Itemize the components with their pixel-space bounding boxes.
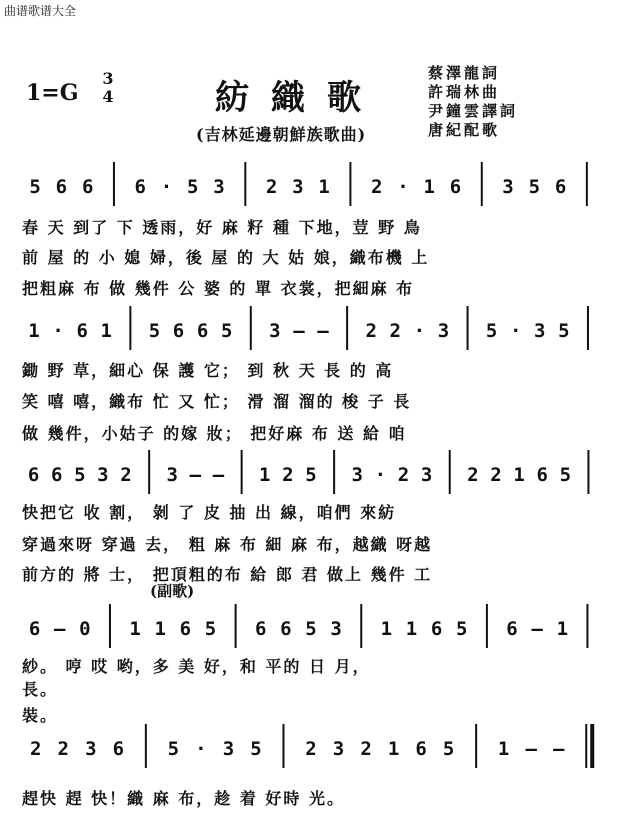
note: 5 bbox=[204, 618, 217, 640]
time-signature bbox=[96, 70, 120, 106]
note: 5 bbox=[187, 176, 199, 198]
note: 3 bbox=[502, 176, 514, 198]
note: 6 bbox=[172, 320, 185, 342]
watermark: 曲谱歌谱大全 bbox=[4, 4, 77, 18]
note: 2 bbox=[120, 464, 132, 486]
note: 5 bbox=[148, 320, 161, 342]
note: 5 bbox=[74, 464, 86, 486]
note: 6 bbox=[76, 320, 88, 342]
note: 5 bbox=[485, 320, 498, 342]
note: 5 bbox=[167, 738, 180, 760]
note: 3 bbox=[269, 320, 281, 342]
lyric-line: 紗。 哼 哎 哟，多 美 好，和 平的 日 月， bbox=[22, 657, 371, 676]
note: 6 bbox=[27, 464, 40, 486]
note: 1 bbox=[100, 320, 112, 342]
dot-mark: · bbox=[374, 464, 387, 486]
note: 2 bbox=[397, 464, 410, 486]
note: 1 bbox=[423, 176, 435, 198]
notation-row bbox=[0, 170, 640, 210]
dash-extension: — bbox=[525, 738, 537, 760]
note: 5 bbox=[559, 464, 572, 486]
note: 3 bbox=[85, 738, 97, 760]
note: 5 bbox=[456, 618, 468, 640]
note: 2 bbox=[365, 320, 377, 342]
note: 5 bbox=[558, 320, 570, 342]
credit-arranger: 唐紀配歌 bbox=[428, 121, 501, 139]
note: 3 bbox=[437, 320, 450, 342]
credit-lyricist: 蔡澤龍詞 bbox=[428, 64, 501, 82]
credit-composer: 許瑞林曲 bbox=[428, 83, 501, 101]
note: 2 bbox=[57, 738, 69, 760]
note: 6 bbox=[415, 738, 427, 760]
note: 2 bbox=[30, 738, 42, 760]
note: 5 bbox=[29, 176, 41, 198]
song-subtitle: (吉林延邊朝鮮族歌曲) bbox=[196, 125, 367, 144]
note: 2 bbox=[265, 176, 278, 198]
dash-extension: — bbox=[53, 618, 66, 640]
notation-row bbox=[0, 458, 640, 498]
note: 3 bbox=[332, 738, 345, 760]
note: 6 bbox=[255, 618, 267, 640]
lyric-line: 做 幾件，小姑子 的嫁 妝； 把好麻 布 送 給 咱 bbox=[22, 424, 407, 443]
note: 6 bbox=[280, 618, 292, 640]
note: 5 bbox=[442, 738, 455, 760]
dash-extension: — bbox=[189, 464, 202, 486]
notation-row bbox=[0, 732, 640, 772]
note: 2 bbox=[490, 464, 502, 486]
note: 6 bbox=[112, 738, 125, 760]
note: 1 bbox=[318, 176, 330, 198]
note: 1 bbox=[497, 738, 510, 760]
lyric-line: 裝。 bbox=[22, 706, 59, 725]
note: 2 bbox=[282, 464, 294, 486]
note: 1 bbox=[380, 618, 393, 640]
note: 5 bbox=[220, 320, 233, 342]
note: 1 bbox=[556, 618, 569, 640]
note: 6 bbox=[50, 464, 63, 486]
note: 6 bbox=[28, 618, 41, 640]
note: 1 bbox=[154, 618, 166, 640]
note: 6 bbox=[196, 320, 209, 342]
lyric-line: 笑 嘻 嘻，織布 忙 又 忙； 滑 溜 溜的 梭 子 長 bbox=[22, 392, 412, 411]
note: 3 bbox=[534, 320, 546, 342]
dot-mark: · bbox=[52, 320, 64, 342]
dot-mark: · bbox=[397, 176, 409, 198]
note: 6 bbox=[81, 176, 94, 198]
note: 6 bbox=[134, 176, 146, 198]
note: 0 bbox=[79, 618, 91, 640]
note: 5 bbox=[528, 176, 541, 198]
note: 3 bbox=[330, 618, 342, 640]
song-title: 紡織歌 bbox=[215, 78, 383, 118]
note: 3 bbox=[420, 464, 433, 486]
note: 3 bbox=[351, 464, 363, 486]
note: 1 bbox=[28, 320, 40, 342]
note: 3 bbox=[222, 738, 235, 760]
lyric-line: 春 天 到了 下 透雨，好 麻 籽 種 下地，荳 野 鳥 bbox=[22, 218, 422, 237]
note: 2 bbox=[370, 176, 383, 198]
notation-row bbox=[0, 314, 640, 354]
lyric-line: 把粗麻 布 做 幾件 公 婆 的 單 衣裳，把細麻 布 bbox=[22, 279, 415, 298]
credit-translator: 尹鐘雲譯詞 bbox=[428, 102, 519, 120]
lyric-line: 鋤 野 草，細心 保 護 它； 到 秋 天 長 的 高 bbox=[22, 361, 394, 380]
note: 1 bbox=[513, 464, 525, 486]
dot-mark: · bbox=[195, 738, 207, 760]
lyric-line: 快把它 收 割， 剝 了 皮 抽 出 線，咱們 來紡 bbox=[22, 503, 397, 522]
note: 3 bbox=[166, 464, 178, 486]
note: 5 bbox=[305, 618, 317, 640]
lyric-line: 穿過來呀 穿過 去， 粗 麻 布 細 麻 布，越織 呀越 bbox=[22, 535, 433, 554]
note: 1 bbox=[259, 464, 271, 486]
notation-row bbox=[0, 612, 640, 652]
note: 2 bbox=[389, 320, 401, 342]
lyric-line: 長。 bbox=[22, 680, 59, 699]
note: 1 bbox=[405, 618, 418, 640]
time-signature-bottom: 4 bbox=[102, 87, 114, 106]
note: 5 bbox=[305, 464, 317, 486]
note: 2 bbox=[305, 738, 317, 760]
note: 2 bbox=[467, 464, 479, 486]
note: 6 bbox=[430, 618, 443, 640]
dash-extension: — bbox=[531, 618, 543, 640]
note: 1 bbox=[387, 738, 400, 760]
lyric-line: 前方的 將 士， 把頂粗的布 給 郎 君 做上 幾件 工 bbox=[22, 565, 433, 584]
note: 5 bbox=[250, 738, 262, 760]
note: 1 bbox=[129, 618, 141, 640]
note: 6 bbox=[536, 464, 548, 486]
note: 3 bbox=[97, 464, 109, 486]
note: 6 bbox=[554, 176, 567, 198]
dash-extension: — bbox=[293, 320, 305, 342]
key-signature: 1=G bbox=[26, 80, 79, 106]
dot-mark: · bbox=[413, 320, 426, 342]
note: 2 bbox=[360, 738, 372, 760]
dash-extension: — bbox=[317, 320, 329, 342]
chorus-label: (副歌) bbox=[150, 582, 195, 600]
note: 6 bbox=[506, 618, 518, 640]
note: 6 bbox=[449, 176, 462, 198]
time-signature-top: 3 bbox=[102, 69, 114, 88]
note: 6 bbox=[179, 618, 192, 640]
dash-extension: — bbox=[212, 464, 225, 486]
lyric-line: 趕快 趕 快！織 麻 布，趁 着 好時 光。 bbox=[22, 789, 345, 808]
note: 3 bbox=[213, 176, 225, 198]
dot-mark: · bbox=[160, 176, 173, 198]
dot-mark: · bbox=[509, 320, 522, 342]
note: 6 bbox=[55, 176, 68, 198]
note: 3 bbox=[292, 176, 304, 198]
lyric-line: 前 屋 的 小 媳 婦，後 屋 的 大 姑 娘，織布機 上 bbox=[22, 248, 430, 267]
dash-extension: — bbox=[552, 738, 565, 760]
